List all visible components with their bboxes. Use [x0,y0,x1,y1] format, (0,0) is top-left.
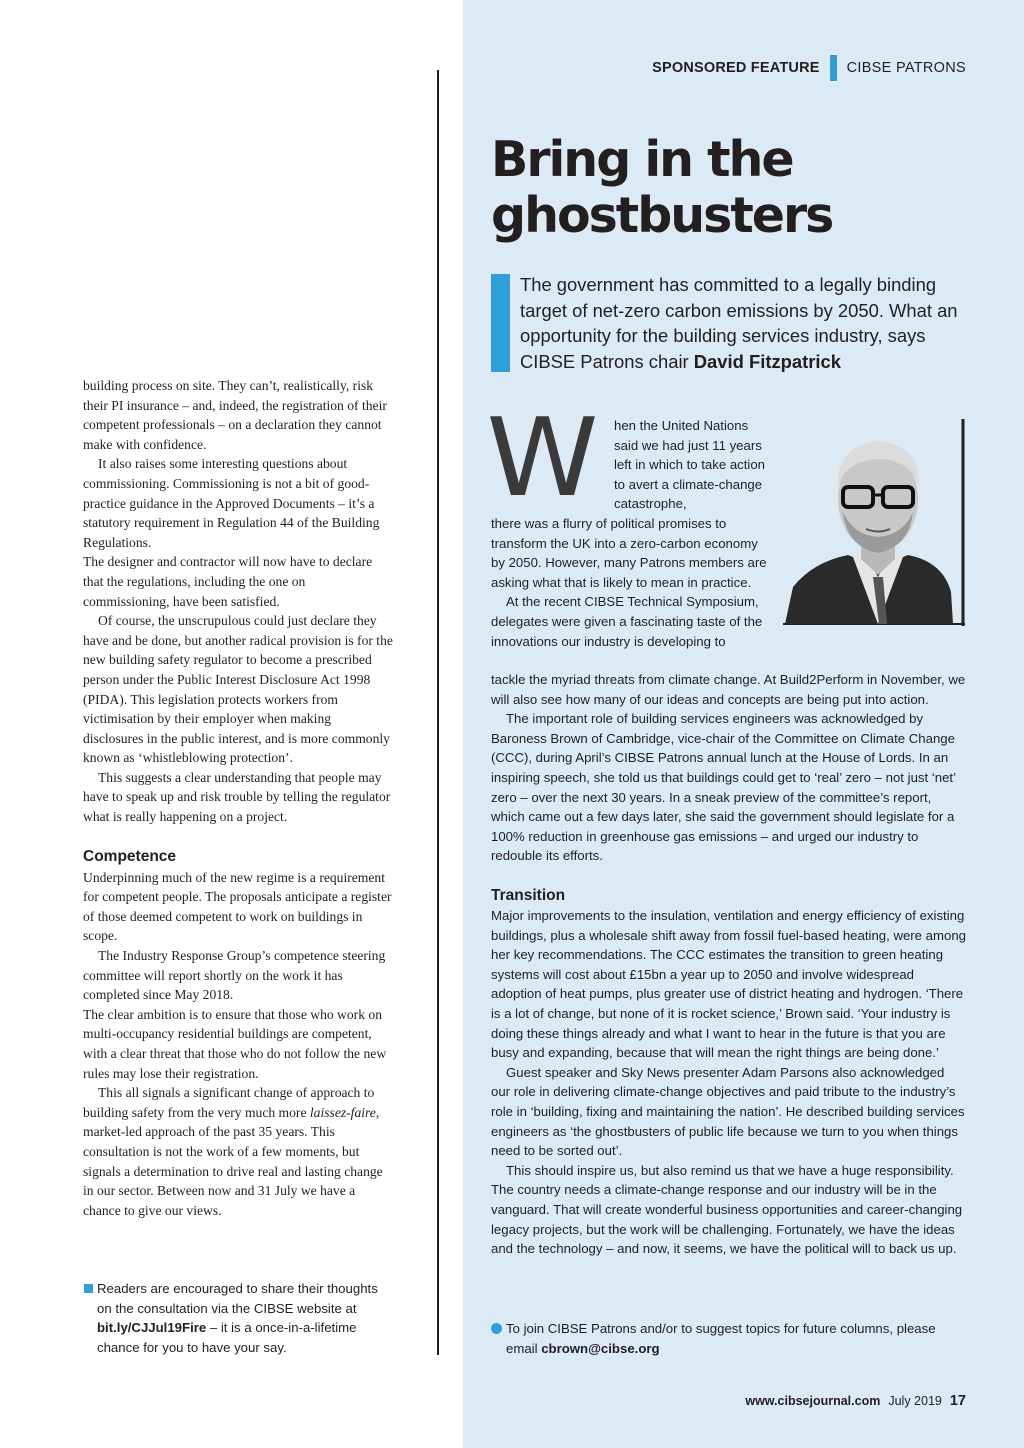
contact-email-link[interactable]: cbrown@cibse.org [541,1340,660,1356]
bullet-square-icon [84,1284,93,1293]
section-name: CIBSE PATRONS [846,60,966,76]
author-name: David Fitzpatrick [693,350,841,372]
standfirst-text: The government has committed to a legally binding target of net-zero carbon emissions by 2050. What an opportunity for the building services industry, says CIBSE Patrons chair [520,274,958,372]
section-heading-competence: Competence [83,847,177,865]
drop-cap: W [486,396,599,521]
left-paragraph: building process on site. They can’t, realistically, risk their PI insurance – and, indeed, the registration of their competent professionals – on a declaration they cannot make with confidence. [83,378,387,452]
baroness-paragraph: The important role of building services engineers was acknowledged by Baroness Brown of Cambridge, vice-chair of the Committee on Climate Change (CCC), during April’s CIBSE Patrons annual lunch at the House of Lords. In an inspiring speech, she told us that buildings could get to ‘real’ zero – not just ‘net’ zero – over the next 30 years. In a sneak preview of the committee’s report, which came out a few days later, she said the government should legislate for a 100% reduction in greenhouse gas emissions – and urged our industry to redouble its efforts. [491,711,956,864]
left-paragraph: Of course, the unscrupulous could just declare they have and be done, but another radical provision is for the new building safety regulator to become a prescribed person under the Public Interest Disclosure Act 1998 (PIDA). This legislation protects workers from victimisation by their employer when making disclosures in the public interest, and is more commonly known as ‘whistleblowing protection’. [83,613,393,766]
intro-paragraph-cont [491,514,771,651]
left-paragraph: This suggests a clear understanding that people may have to speak up and risk trouble by telling the regulator what is really happening on a project. [83,769,391,825]
author-portrait [783,417,965,626]
parsons-paragraph: Guest speaker and Sky News presenter Adam Parsons also acknowledged our role in delivering climate-change objectives and paid tribute to the industry’s role in ‘building, fixing and maintaining the nation’. He described building services engineers as ‘the ghostbusters of public life because we turn to you when things need to be sorted out’. [491,1064,965,1159]
left-paragraph: It also raises some interesting questions about commissioning. Commissioning is not a bit of good-practice guidance in the Approved Documents – it’s a statutory requirement in Regulation 44 of the Building Regulations. [83,456,380,550]
readers-note-tail: – it is a once-in-a-lifetime chance for you to have your say. [97,1320,357,1355]
headline [491,132,971,244]
join-note-text: To join CIBSE Patrons and/or to suggest topics for future columns, please email [506,1321,936,1356]
section-heading-transition: Transition [491,887,566,904]
issue-date: July 2019 [888,1394,942,1408]
symposium-paragraph-start: At the recent CIBSE Technical Symposium, delegates were given a fascinating taste of the innovations our industry is developing to [491,594,763,649]
page-number: 17 [949,1393,966,1409]
join-patrons-note [491,1319,967,1358]
bullet-dot-icon [491,1323,502,1334]
standfirst [520,272,970,374]
left-paragraph: The designer and contractor will now have to declare that the regulations, including the one on commissioning, have been satisfied. [83,554,373,609]
intro-paragraph-wrap: hen the United Nations said we had just 11 years left in which to take action to avert a climate-change catastrophe, [614,418,766,512]
italic-term: laissez-faire [309,1104,376,1120]
consultation-link[interactable]: bit.ly/CJJul19Fire [97,1320,207,1336]
headline-line-1: Bring in the [491,131,793,188]
left-column [83,376,393,1220]
column-divider [437,70,439,1355]
left-paragraph-end: , market-led approach of the past 35 years. This consultation is not the work of a few moments, but signals a determination to drive real and lasting change in our sector. Between now and 31 July we have a chance to give our views. [83,1104,383,1218]
headline-line-2: ghostbusters [491,187,833,244]
symposium-paragraph-end: tackle the myriad threats from climate change. At Build2Perform in November, we will also see how many of our ideas and concepts are being put into action. [491,672,966,707]
journal-url[interactable]: www.cibsejournal.com [745,1394,881,1408]
page-footer [745,1393,966,1409]
readers-note-text: Readers are encouraged to share their thoughts on the consultation via the CIBSE website at [97,1281,378,1316]
transition-body [491,906,967,1259]
label-divider-bar [830,55,837,81]
standfirst-accent-bar [491,274,510,372]
transition-paragraph: Major improvements to the insulation, ventilation and energy efficiency of existing buildings, plus a wholesale shift away from fossil fuel-based heating, were among her key recommendations. The CCC estimates the transition to green heating systems will cost about £15bn a year up to 2050 and involve widespread adoption of heat pumps, plus greater use of district heating and hydrogen. ‘There is a lot of change, but none of it is rocket science,’ Brown said. ‘Your industry is doing these things already and what I want to hear in the future is that you are busy and expanding, because that will mean the right things are being done.’ [491,908,967,1061]
left-paragraph-start: This all signals a significant change of approach to building safety from the very much more [83,1085,375,1120]
left-paragraph: The clear ambition is to ensure that those who work on multi-occupancy residential buildings are competent, with a clear threat that those who do not follow the new rules may lose their registration. [83,1006,387,1081]
left-paragraph [83,1083,393,1220]
right-body-main [491,670,967,866]
readers-note [84,1279,394,1357]
responsibility-paragraph: This should inspire us, but also remind us that we have a huge responsibility. The country needs a climate-change response and our industry will be in the vanguard. That will create wonderful business opportunities and career-changing legacy projects, but the work will be challenging. Fortunately, we have the ideas and the technology – and now, it seems, we have the political will to back us up. [491,1162,963,1257]
left-paragraph: The Industry Response Group’s competence steering committee will report shortly on the work it has completed since May 2018. [83,948,386,1003]
left-paragraph: Underpinning much of the new regime is a requirement for competent people. The proposals anticipate a register of those deemed competent to work on buildings in scope. [83,869,392,944]
section-label [652,55,966,81]
intro-paragraph-rest: there was a flurry of political promises to transform the UK into a zero-carbon economy by 2050. However, many Patrons members are asking what that is likely to mean in practice. [491,516,767,590]
sponsored-feature-label: SPONSORED FEATURE [652,60,820,76]
